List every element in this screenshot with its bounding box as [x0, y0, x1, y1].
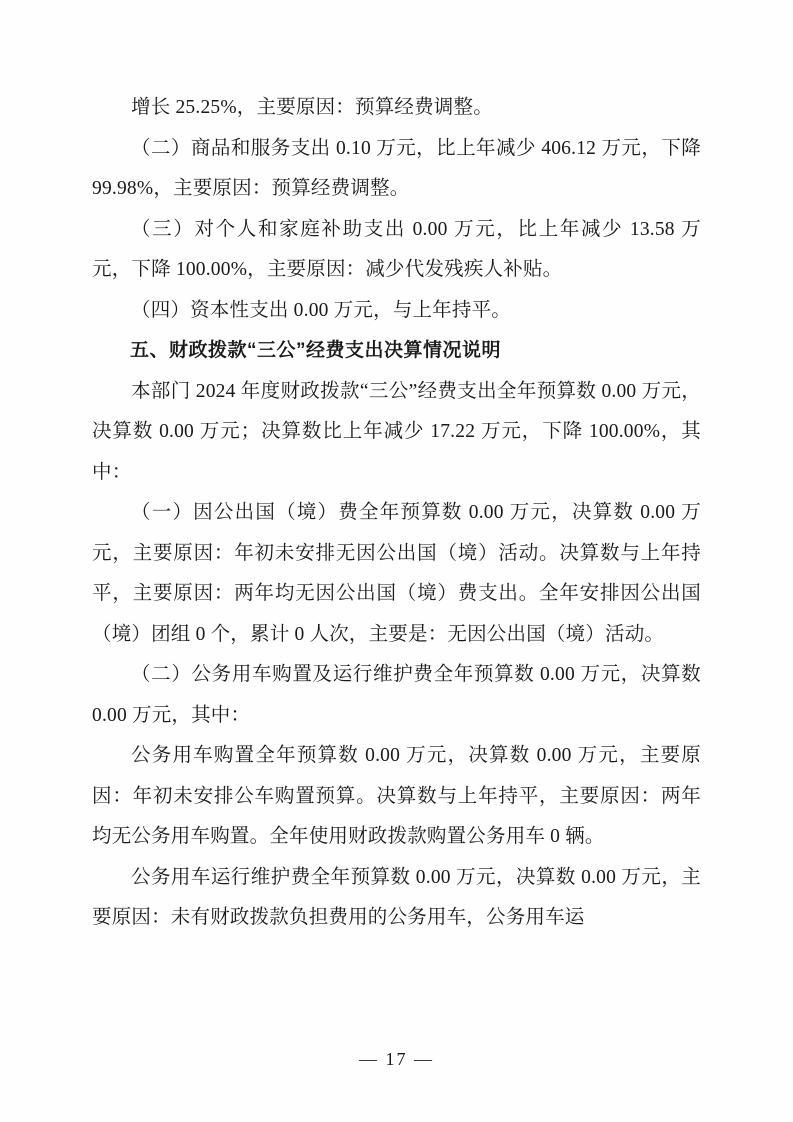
- document-body: [92, 88, 701, 939]
- paragraph-1: 增长 25.25%，主要原因：预算经费调整。: [131, 97, 493, 118]
- paragraph-3: （三）对个人和家庭补助支出 0.00 万元，比上年减少 13.58 万元，下降 100.00%，主要原因：减少代发残疾人补贴。: [92, 218, 701, 280]
- paragraph-7: （一）因公出国（境）费全年预算数 0.00 万元，决算数 0.00 万元，主要原因：年初未安排无因公出国（境）活动。决算数与上年持平，主要原因：两年均无因公出国（境）费支出。全年安排因公出国（境）团组 0 个，累计 0 人次，主要是：无因公出国（境）活动。: [92, 502, 701, 645]
- paragraph-2: （二）商品和服务支出 0.10 万元，比上年减少 406.12 万元，下降 99.98%，主要原因：预算经费调整。: [92, 137, 701, 199]
- paragraph-6: 本部门 2024 年度财政拨款“三公”经费支出全年预算数 0.00 万元，决算数 0.00 万元；决算数比上年减少 17.22 万元，下降 100.00%，其中：: [92, 380, 701, 483]
- paragraph-10: 公务用车运行维护费全年预算数 0.00 万元，决算数 0.00 万元，主要原因：未有财政拨款负担费用的公务用车，公务用车运: [92, 866, 701, 928]
- page-number: — 17 —: [359, 1049, 434, 1069]
- paragraph-4: （四）资本性支出 0.00 万元，与上年持平。: [131, 299, 511, 321]
- section-heading-five: 五、财政拨款“三公”经费支出决算情况说明: [130, 340, 502, 361]
- paragraph-8: （二）公务用车购置及运行维护费全年预算数 0.00 万元，决算数 0.00 万元，其中：: [92, 664, 701, 726]
- paragraph-9: 公务用车购置全年预算数 0.00 万元，决算数 0.00 万元，主要原因：年初未安排公车购置预算。决算数与上年持平，主要原因：两年均无公务用车购置。全年使用财政拨款购置公务用车 0 辆。: [92, 745, 701, 847]
